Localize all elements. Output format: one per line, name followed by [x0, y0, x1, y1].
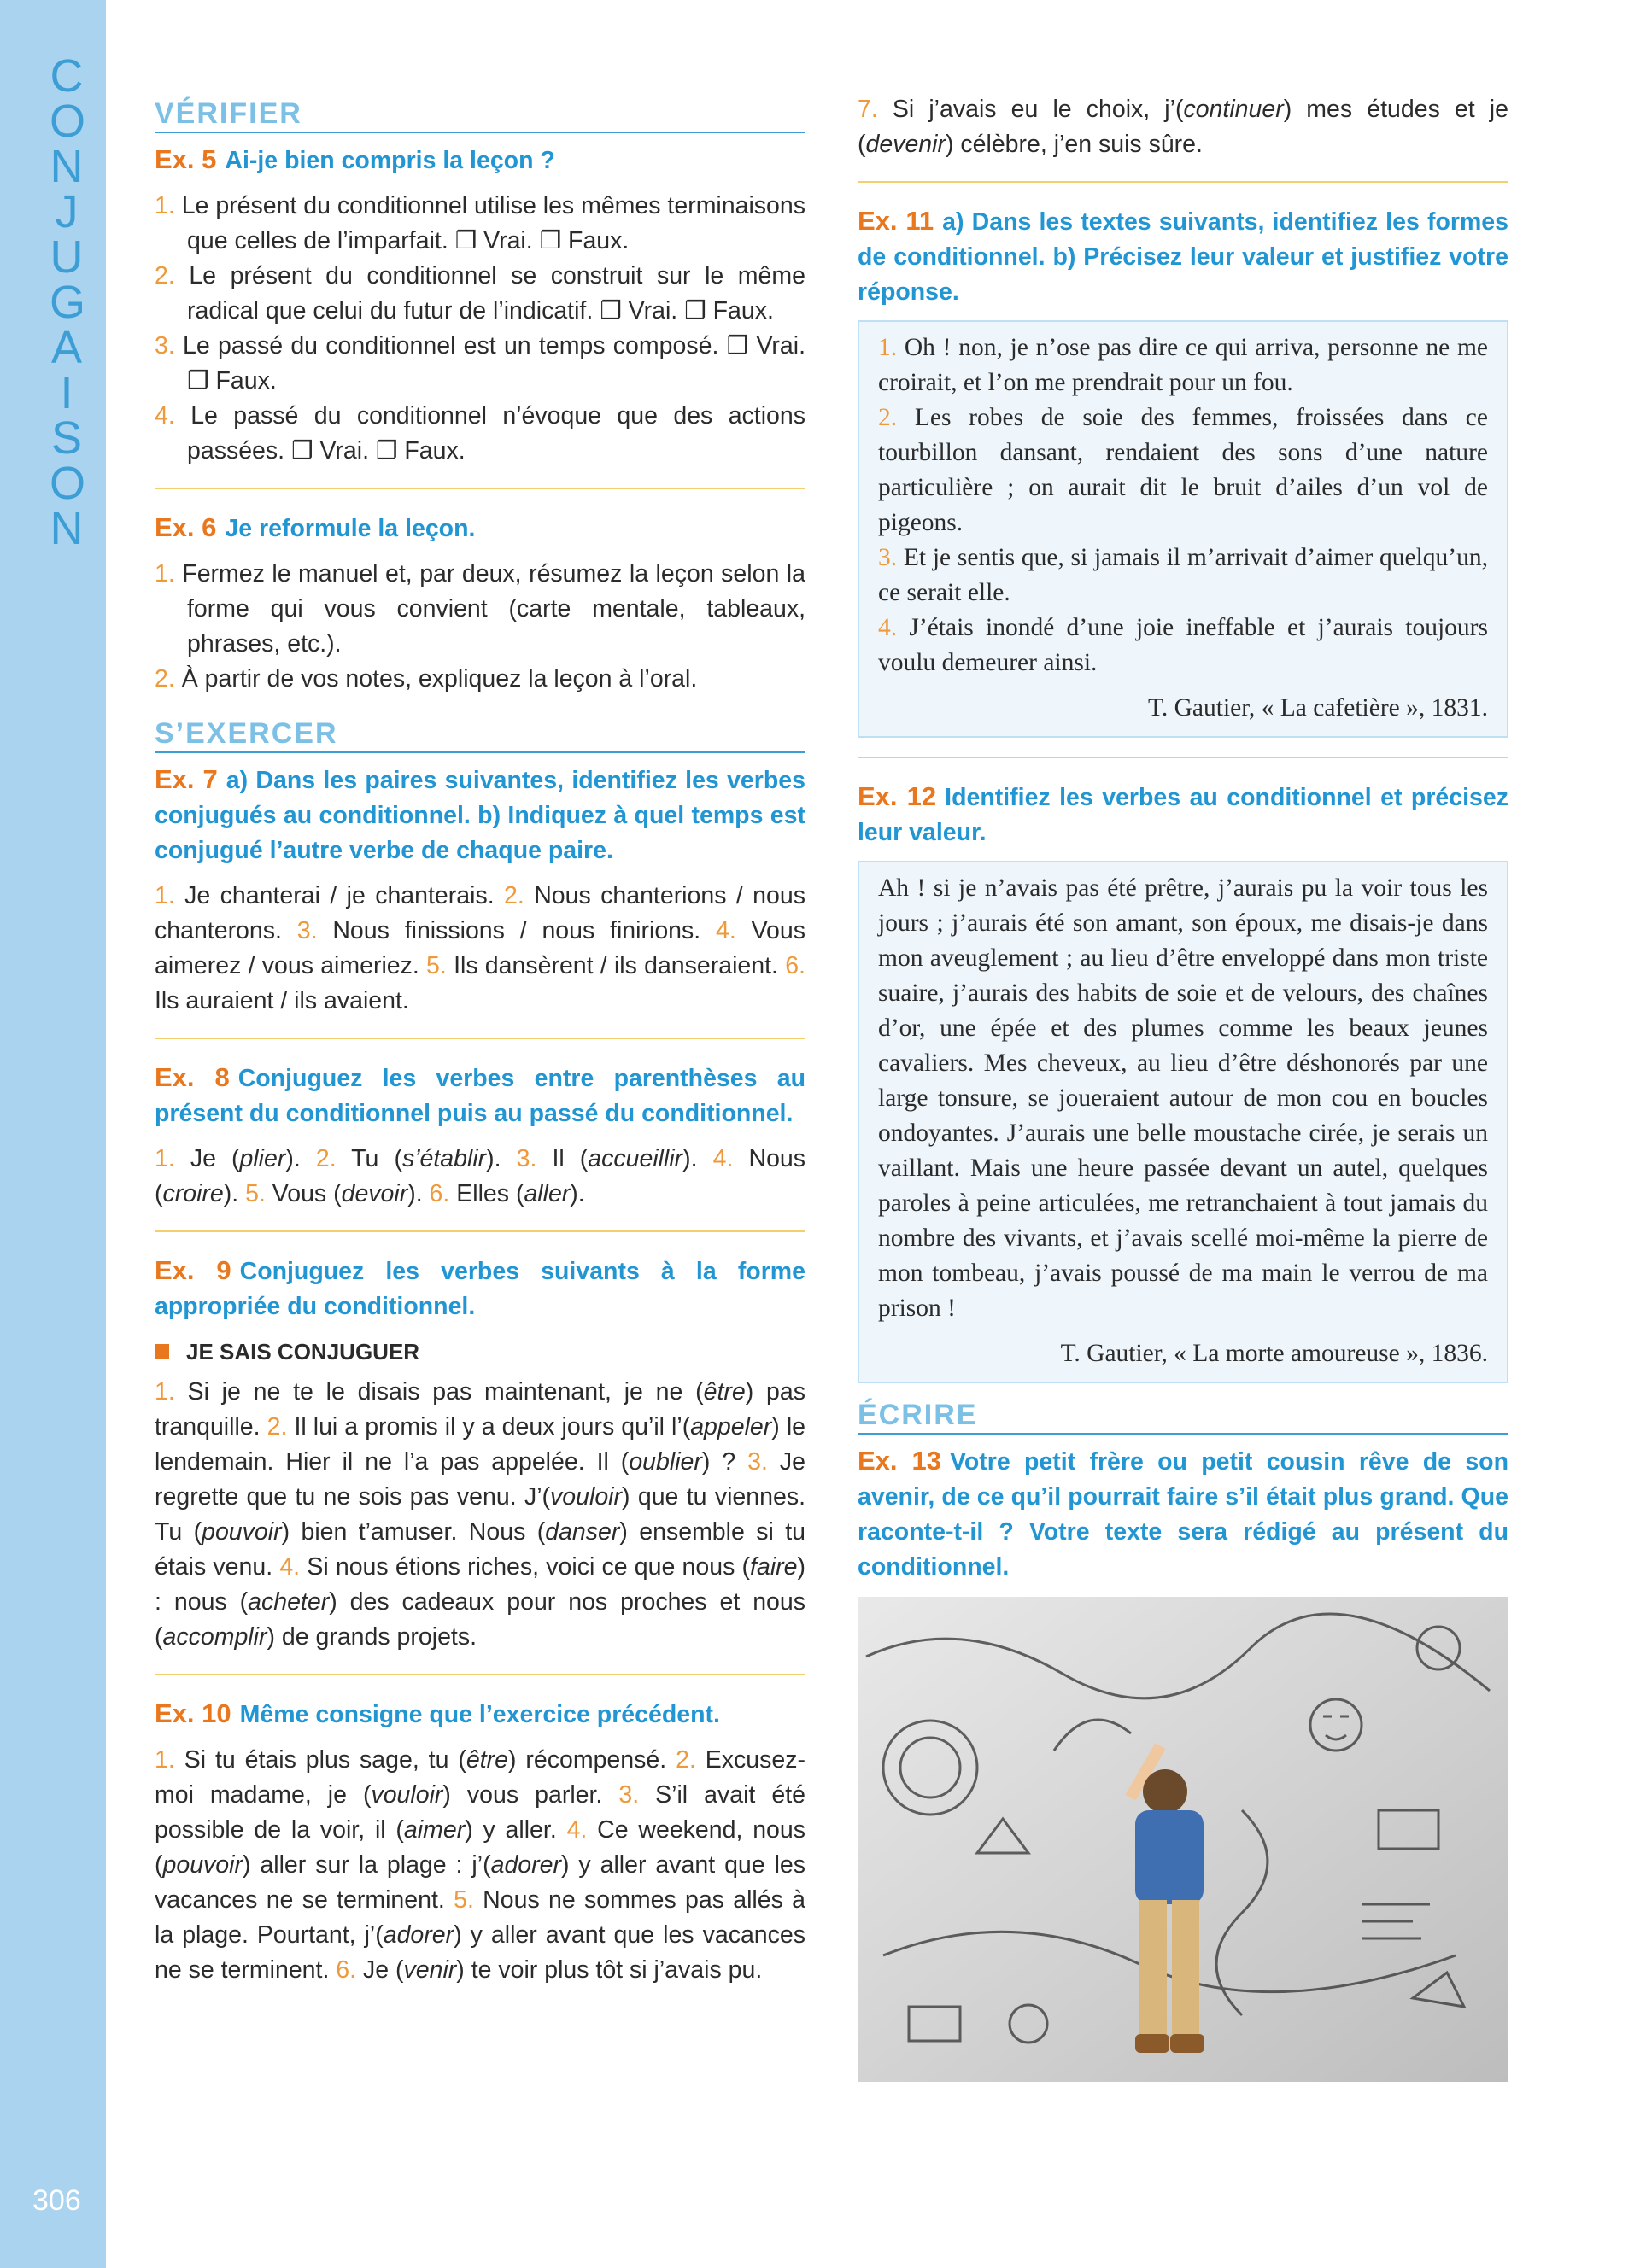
vertical-title-letter: S [50, 412, 83, 464]
ex11-source: T. Gautier, « La cafetière », 1831. [1148, 694, 1488, 722]
item-number: 3. [155, 332, 175, 359]
vertical-title-letter: I [60, 367, 73, 418]
verb: accueillir [588, 1145, 683, 1172]
item-number: 4. [878, 614, 898, 641]
ex6-item [155, 557, 805, 662]
text: Si je ne te le disais pas maintenant, je ne ( [174, 1378, 704, 1406]
verb: aller [524, 1180, 571, 1207]
item-number: 1. [155, 1378, 175, 1406]
ex5-list [155, 189, 805, 469]
item-number: 1. [155, 1746, 175, 1774]
item-number: 3. [618, 1781, 640, 1809]
ex10-heading [155, 1696, 805, 1733]
vertical-title-letter: O [50, 458, 86, 509]
item-number: 1. [878, 334, 898, 361]
ex5-item [155, 259, 805, 329]
vertical-title-letter: U [50, 231, 84, 283]
ex12-title: Identifiez les verbes au conditionnel et précisez leur valeur. [858, 784, 1509, 846]
text: Nous ne sommes pas allés à la plage. Pourtant, j’( [155, 1886, 805, 1949]
vertical-title-letter: O [50, 96, 86, 147]
item-number: 4. [566, 1816, 588, 1844]
vertical-title-letter: C [50, 50, 84, 102]
item-number: 2. [676, 1746, 696, 1774]
divider [858, 181, 1508, 183]
verb: devoir [341, 1180, 408, 1207]
text: Ce weekend, nous ( [155, 1816, 806, 1879]
ex9-text [155, 1375, 805, 1655]
verb: croire [162, 1180, 224, 1207]
text: ) y aller. [465, 1816, 567, 1844]
item-number: 4. [155, 402, 175, 430]
item-text: ). [223, 1180, 246, 1207]
right-column [858, 92, 1508, 2082]
item-number: 5. [454, 1886, 474, 1914]
item-text: Tu ( [336, 1145, 402, 1172]
ex10-title: Même consigne que l’exercice précédent. [239, 1701, 720, 1728]
item-text: Nous ( [155, 1145, 806, 1207]
ex9-heading [155, 1253, 805, 1324]
text: Il lui a promis il y a deux jours qu’il l’( [287, 1413, 691, 1441]
divider [155, 1230, 805, 1232]
chapter-vertical-title [50, 50, 86, 554]
item-number: 4. [716, 917, 736, 944]
item-number: 7. [858, 96, 878, 123]
ex9-number: Ex. 9 [155, 1255, 231, 1285]
divider [858, 757, 1508, 758]
ex12-heading [858, 779, 1508, 850]
verb: être [466, 1746, 508, 1774]
sidebar [0, 0, 106, 2268]
text: ) célèbre, j’en suis sûre. [945, 131, 1203, 158]
illustration-boy-drawing-on-wall [858, 1597, 1508, 2082]
ex11-passage [878, 611, 1488, 681]
ex5-heading [155, 142, 805, 178]
ex12-passage: Ah ! si je n’avais pas été prêtre, j’aurais pu la voir tous les jours ; j’aurais été son amant, son époux, me disais-je dans mon aveuglement ; au lieu d’être enveloppé dans mon triste suaire, j’aurais des habits de soie et de velours, des chaînes d’or, une épée et des plumes comme les beaux jeunes cavaliers. Mes cheveux, au lieu d’être déshonorés par une large tonsure, se joueraient autour de mon cou en boucles ondoyantes. J’aurais une belle moustache cirée, je serais un vaillant. Mais une heure passée devant un autel, quelques paroles à peine articulées, me retranchaient à tout jamais du nombre des vivants, et j’avais scellé moi-même la pierre de mon tombeau, j’avais poussé de ma main le verrou de ma prison ! [878, 874, 1488, 1322]
vertical-title-letter: A [50, 322, 83, 373]
item-number: 1. [155, 882, 175, 909]
page-number: 306 [32, 2184, 81, 2217]
item-number: 1. [155, 1145, 175, 1172]
text: J’étais inondé d’une joie ineffable et j’aurais toujours voulu demeurer ainsi. [878, 614, 1488, 676]
item-text: Il ( [536, 1145, 589, 1172]
item-text: Je chanterai / je chanterais. [174, 882, 505, 909]
text: ) récompensé. [507, 1746, 676, 1774]
item-number: 6. [429, 1180, 450, 1207]
ex11-heading [858, 203, 1508, 310]
text: ) le lendemain. Hier il ne l’a pas appelée. Il ( [155, 1413, 805, 1476]
item-text: Vous aimerez / vous aimeriez. [155, 917, 805, 979]
item-number: 2. [878, 404, 898, 431]
item-text: ). [486, 1145, 517, 1172]
verb: être [703, 1378, 746, 1406]
ex6-title: Je reformule la leçon. [225, 515, 476, 542]
vertical-title-letter: N [50, 503, 84, 554]
text: Je regrette que tu ne sois pas venu. J’( [155, 1448, 805, 1511]
ex9-title: Conjuguez les verbes suivants à la forme appropriée du conditionnel. [155, 1258, 805, 1320]
section-title-ecrire: ÉCRIRE [858, 1397, 1508, 1435]
text: Et je sentis que, si jamais il m’arrivait d’aimer quelqu’un, ce serait elle. [878, 544, 1488, 606]
verb: appeler [690, 1413, 772, 1441]
ex11-title: a) Dans les textes suivants, identifiez les formes de conditionnel. b) Précisez leur valeur et justifiez votre réponse. [858, 208, 1508, 306]
item-text: Nous finissions / nous finirions. [317, 917, 716, 944]
text: Oh ! non, je n’ose pas dire ce qui arriva, personne ne me croirait, et l’on me prendrait pour un fou. [878, 334, 1488, 396]
ex5-item [155, 189, 805, 259]
text: ) de grands projets. [266, 1623, 477, 1651]
item-number: 5. [426, 952, 447, 979]
item-text: ). [682, 1145, 713, 1172]
ex13-title: Votre petit frère ou petit cousin rêve de son avenir, de ce qu’il pourrait faire s’il était plus grand. Que raconte-t-il ? Votre texte sera rédigé au présent du conditionnel. [858, 1448, 1508, 1581]
ex10-text [155, 1743, 805, 1988]
ex7-heading [155, 762, 805, 868]
vertical-title-letter: N [50, 141, 84, 192]
vertical-title-letter: G [50, 277, 86, 328]
section-title-exercer: S’EXERCER [155, 716, 805, 753]
vertical-title-letter: J [55, 186, 79, 237]
square-bullet-icon [155, 1344, 169, 1359]
ex10-number: Ex. 10 [155, 1698, 231, 1728]
verb: pouvoir [162, 1851, 243, 1879]
verb: faire [750, 1553, 798, 1581]
text: ) ? [701, 1448, 748, 1476]
item-number: 2. [155, 665, 175, 693]
verb: accomplir [162, 1623, 267, 1651]
text: ) te voir plus tôt si j’avais pu. [456, 1956, 763, 1984]
text: Si nous étions riches, voici ce que nous ( [300, 1553, 751, 1581]
item-number: 4. [279, 1553, 301, 1581]
ex8-heading [155, 1060, 805, 1131]
item-text: ). [407, 1180, 430, 1207]
item-number: 2. [266, 1413, 288, 1441]
divider [155, 1038, 805, 1039]
ex7-text [155, 879, 805, 1019]
verb: pouvoir [202, 1518, 282, 1546]
ex5-number: Ex. 5 [155, 144, 217, 174]
verb: danser [545, 1518, 620, 1546]
ex8-title: Conjuguez les verbes entre parenthèses au présent du conditionnel puis au passé du conditionnel. [155, 1065, 805, 1127]
item-number: 5. [245, 1180, 266, 1207]
item-number: 4. [712, 1145, 734, 1172]
item-number: 2. [155, 262, 175, 289]
ex11-passage [878, 541, 1488, 611]
ex13-heading [858, 1443, 1508, 1585]
text: ) vous parler. [442, 1781, 619, 1809]
verb: plier [239, 1145, 286, 1172]
item-text: Ils dansèrent / ils danseraient. [446, 952, 786, 979]
left-column [155, 96, 805, 1988]
text: ) ensemble si tu étais venu. [155, 1518, 805, 1581]
text: S’il avait été possible de la voir, il ( [155, 1781, 805, 1844]
verb: acheter [248, 1588, 330, 1616]
item-number: 3. [747, 1448, 768, 1476]
ex12-number: Ex. 12 [858, 781, 937, 811]
item-text: Fermez le manuel et, par deux, résumez la leçon selon la forme qui vous convient (carte mentale, tableaux, phrases, etc.). [182, 560, 805, 658]
ex8-number: Ex. 8 [155, 1062, 230, 1092]
divider [155, 1674, 805, 1675]
ex11-passage [878, 400, 1488, 541]
ex12-source: T. Gautier, « La morte amoureuse », 1836. [1060, 1340, 1488, 1367]
ex5-item [155, 329, 805, 399]
item-number: 6. [785, 952, 805, 979]
ex6-item [155, 662, 805, 697]
subtitle-text: JE SAIS CONJUGUER [186, 1339, 420, 1365]
verb: vouloir [371, 1781, 443, 1809]
item-text: À partir de vos notes, expliquez la leçon à l’oral. [181, 665, 698, 693]
item-number: 2. [504, 882, 524, 909]
ex10-continued [858, 92, 1508, 162]
divider [155, 488, 805, 489]
item-number: 6. [336, 1956, 357, 1984]
item-text: ). [285, 1145, 316, 1172]
ex5-item [155, 399, 805, 469]
verb: continuer [1183, 96, 1284, 123]
ex11-text-box [858, 320, 1508, 738]
verb: aimer [403, 1816, 466, 1844]
text: ) bien t’amuser. Nous ( [281, 1518, 546, 1546]
item-number: 1. [155, 192, 175, 219]
text: ) des cadeaux pour nos proches et nous ( [155, 1588, 806, 1651]
item-text: Ils auraient / ils avaient. [155, 987, 409, 1014]
text: Je ( [356, 1956, 404, 1984]
item-number: 3. [516, 1145, 537, 1172]
ex7-title: a) Dans les paires suivantes, identifiez les verbes conjugués au conditionnel. b) Indiquez à quel temps est conjugué l’autre verbe de chaque paire. [155, 767, 805, 864]
ex5-title: Ai-je bien compris la leçon ? [225, 147, 555, 174]
ex6-number: Ex. 6 [155, 512, 217, 542]
ex13-number: Ex. 13 [858, 1446, 941, 1476]
verb: adorer [383, 1921, 454, 1949]
text: Si j’avais eu le choix, j’( [877, 96, 1184, 123]
illustration-image [858, 1597, 1508, 2082]
verb: adorer [490, 1851, 561, 1879]
text: ) : nous ( [155, 1553, 805, 1616]
item-text: Le passé du conditionnel est un temps composé. ❒ Vrai. ❒ Faux. [183, 332, 805, 395]
item-number: 2. [315, 1145, 337, 1172]
section-title-verifier: VÉRIFIER [155, 96, 805, 133]
text: Les robes de soie des femmes, froissées dans ce tourbillon dansant, rendaient des sons d’une nature particulière ; on aurait dit le bruit d’ailes d’un vol de pigeons. [878, 404, 1488, 536]
item-number: 3. [878, 544, 898, 571]
text: Si tu étais plus sage, tu ( [174, 1746, 466, 1774]
ex11-number: Ex. 11 [858, 206, 934, 236]
ex8-text [155, 1142, 805, 1212]
item-text: Elles ( [449, 1180, 524, 1207]
text: ) aller sur la plage : j’( [242, 1851, 491, 1879]
verb: s’établir [401, 1145, 487, 1172]
ex12-text-box [858, 861, 1508, 1383]
verb: venir [403, 1956, 457, 1984]
item-text: ). [570, 1180, 585, 1207]
text: ) que tu viennes. Tu ( [155, 1483, 805, 1546]
ex6-heading [155, 510, 805, 547]
item-text: Vous ( [265, 1180, 342, 1207]
ex9-subtitle [155, 1335, 805, 1370]
item-text: Nous chanterions / nous chanterons. [155, 882, 805, 944]
verb: oublier [629, 1448, 702, 1476]
item-text: Le présent du conditionnel utilise les mêmes terminaisons que celles de l’imparfait. ❒ Vrai. ❒ Faux. [181, 192, 806, 254]
text: ) y aller avant que les vacances ne se terminent. [155, 1851, 806, 1914]
item-number: 3. [296, 917, 318, 944]
verb: devenir [865, 131, 946, 158]
ex11-passage [878, 330, 1488, 400]
text: ) pas tranquille. [155, 1378, 805, 1441]
verb: vouloir [550, 1483, 623, 1511]
text: ) mes études et je ( [858, 96, 1508, 158]
text: Excusez-moi madame, je ( [155, 1746, 806, 1809]
item-text: Le présent du conditionnel se construit sur le même radical que celui du futur de l’indicatif. ❒ Vrai. ❒ Faux. [187, 262, 805, 324]
item-text: Je ( [174, 1145, 240, 1172]
ex7-number: Ex. 7 [155, 764, 218, 794]
text: ) y aller avant que les vacances ne se terminent. [155, 1921, 805, 1984]
item-number: 1. [155, 560, 175, 587]
item-text: Le passé du conditionnel n’évoque que des actions passées. ❒ Vrai. ❒ Faux. [187, 402, 806, 465]
